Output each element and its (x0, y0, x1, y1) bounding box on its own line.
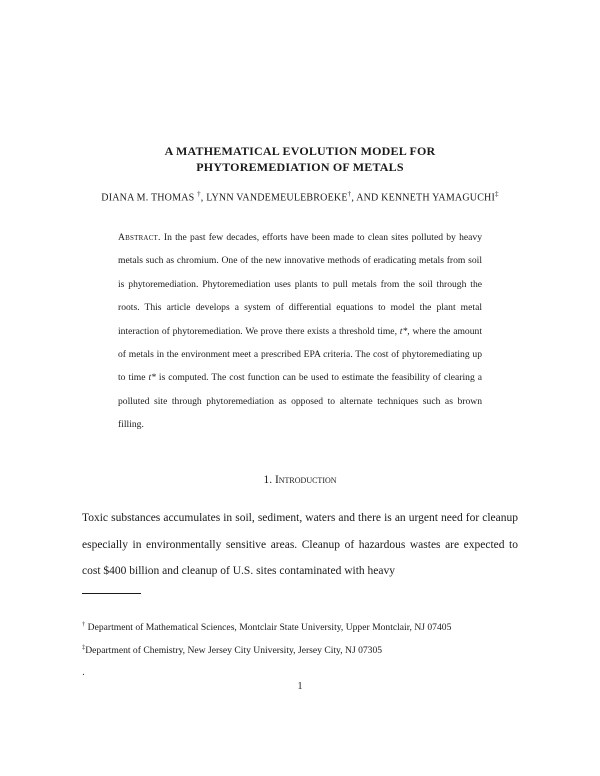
abstract (118, 226, 482, 437)
footnote-2-mark: ‡ (82, 644, 86, 651)
author-thomas: DIANA M. THOMAS (101, 192, 198, 204)
footnote-1 (82, 619, 518, 634)
title-line-1: A MATHEMATICAL EVOLUTION MODEL FOR (164, 144, 436, 158)
paper-title (0, 143, 600, 175)
abstract-label: Abstract. (118, 232, 161, 243)
author-list (0, 188, 600, 204)
footnote-rule (82, 593, 141, 594)
threshold-time-symbol-2: t* (148, 372, 156, 384)
abstract-text-2: , where the amount of metals in the environment meet a prescribed EPA criteria. The cost of phytoremediating up to time (118, 325, 482, 384)
author-vandemeulebroeke: , LYNN VANDEMEULEBROEKE (200, 192, 348, 204)
footnote-dot: . (82, 668, 85, 678)
footnote-2 (82, 642, 518, 657)
page-number: 1 (297, 681, 303, 692)
section-title: Introduction (274, 474, 337, 486)
footnote-1-mark: † (82, 621, 86, 628)
author-yamaguchi: , AND KENNETH YAMAGUCHI (351, 192, 496, 204)
affiliation-mark-3: ‡ (495, 190, 499, 198)
abstract-text-1: In the past few decades, efforts have been made to clean sites polluted by heavy metals such as chromium. One of the new innovative methods of eradicating metals from soil is phytoremediation. Phytoremediation uses plants to pull metals from the soil through the roots. This article develops a system of differential equations to model the plant metal interaction of phytoremediation. We prove there exists a threshold time, (118, 232, 482, 337)
footnote-1-text: Department of Mathematical Sciences, Montclair State University, Upper Montclair, NJ 07405 (85, 622, 452, 634)
footnote-2-text: Department of Chemistry, New Jersey City University, Jersey City, NJ 07305 (85, 645, 383, 657)
section-heading (0, 473, 600, 487)
title-line-2: PHYTOREMEDIATION OF METALS (196, 160, 404, 174)
threshold-time-symbol: t* (399, 325, 408, 337)
affiliation-mark-2: † (347, 190, 352, 198)
intro-paragraph: Toxic substances accumulates in soil, sediment, waters and there is an urgent need for cleanup especially in environmentally sensitive areas. Cleanup of hazardous wastes are expected to cost $400 billion and cleanup of U.S. sites contaminated with heavy (82, 512, 518, 577)
section-number: 1. (263, 474, 275, 486)
affiliation-mark-1: † (197, 190, 201, 198)
abstract-text-3: is computed. The cost function can be used to estimate the feasibility of clearing a polluted site through phytoremediation as opposed to alternate techniques such as brown filling. (118, 372, 482, 431)
